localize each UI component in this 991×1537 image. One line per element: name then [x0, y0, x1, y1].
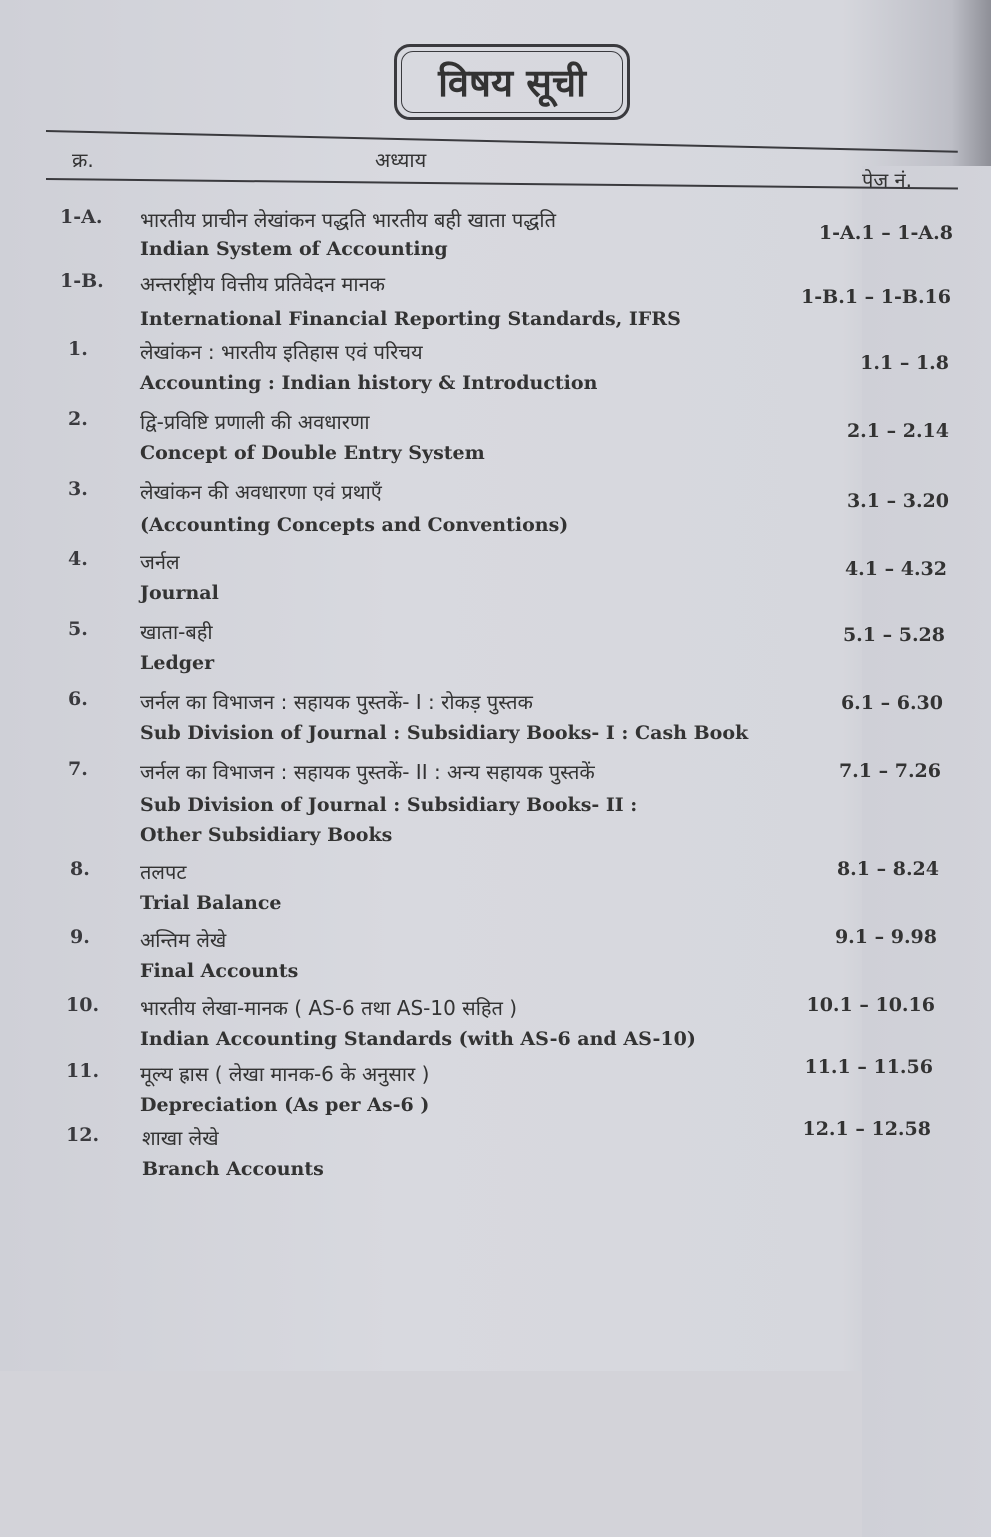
entry-title-english: Final Accounts — [140, 960, 299, 982]
entry-page-range: 3.1 – 3.20 — [846, 490, 949, 512]
entry-title-hindi: जर्नल — [140, 550, 180, 574]
header-bottom-rule — [46, 178, 958, 190]
entry-title-hindi: अन्तर्राष्ट्रीय वित्तीय प्रतिवेदन मानक — [140, 272, 386, 296]
entry-title-hindi: अन्तिम लेखे — [140, 928, 227, 952]
entry-title-english: Sub Division of Journal : Subsidiary Books- II : — [140, 794, 638, 816]
entry-number: 9. — [70, 926, 90, 948]
entry-number: 8. — [70, 858, 90, 880]
entry-number: 11. — [66, 1060, 100, 1082]
entry-page-range: 8.1 – 8.24 — [836, 858, 939, 880]
entry-page-range: 5.1 – 5.28 — [842, 624, 945, 646]
entry-number: 7. — [68, 758, 88, 780]
entry-title-hindi: जर्नल का विभाजन : सहायक पुस्तकें- II : अन्य सहायक पुस्तकें — [140, 760, 595, 784]
entry-page-range: 11.1 – 11.56 — [804, 1056, 933, 1078]
page-title: विषय सूची — [438, 61, 586, 105]
entry-page-range: 7.1 – 7.26 — [838, 760, 941, 782]
entry-title-english: Trial Balance — [140, 892, 282, 914]
entry-title-english-continued: Other Subsidiary Books — [140, 824, 393, 846]
entry-title-hindi: भारतीय लेखा-मानक ( AS-6 तथा AS-10 सहित ) — [140, 996, 518, 1020]
entry-number: 1-B. — [60, 270, 104, 292]
entry-number: 2. — [68, 408, 88, 430]
entry-page-range: 1.1 – 1.8 — [860, 352, 949, 374]
page-header: पेज नं. — [862, 166, 991, 1537]
entry-number: 5. — [68, 618, 88, 640]
entry-number: 10. — [66, 994, 100, 1016]
entry-title-english: International Financial Reporting Standards, IFRS — [140, 308, 681, 330]
entry-number: 4. — [68, 548, 88, 570]
entry-number: 6. — [68, 688, 88, 710]
entry-title-hindi: जर्नल का विभाजन : सहायक पुस्तकें- I : रोकड़ पुस्तक — [140, 690, 533, 714]
entry-title-english: Indian System of Accounting — [140, 238, 448, 260]
entry-number: 3. — [68, 478, 88, 500]
entry-page-range: 9.1 – 9.98 — [834, 926, 937, 948]
entry-title-hindi: द्वि-प्रविष्टि प्रणाली की अवधारणा — [140, 410, 370, 434]
entry-number: 12. — [66, 1124, 100, 1146]
entry-page-range: 12.1 – 12.58 — [802, 1118, 931, 1140]
serial-header: क्र. — [72, 148, 94, 172]
entry-title-hindi: भारतीय प्राचीन लेखांकन पद्धति भारतीय बही खाता पद्धति — [140, 208, 556, 232]
entry-title-hindi: लेखांकन की अवधारणा एवं प्रथाएँ — [140, 480, 382, 504]
entry-title-hindi: लेखांकन : भारतीय इतिहास एवं परिचय — [140, 340, 423, 364]
entry-title-english: Concept of Double Entry System — [140, 442, 485, 464]
entry-page-range: 2.1 – 2.14 — [846, 420, 949, 442]
entry-number: 1-A. — [60, 206, 103, 228]
entry-title-hindi: शाखा लेखे — [142, 1126, 219, 1150]
entry-title-english: Depreciation (As per As-6 ) — [140, 1094, 430, 1116]
header-top-rule — [46, 130, 958, 153]
entry-title-english: Indian Accounting Standards (with AS-6 and AS-10) — [140, 1028, 696, 1050]
entry-title-english: Branch Accounts — [142, 1158, 324, 1180]
entry-title-english: Sub Division of Journal : Subsidiary Books- I : Cash Book — [140, 722, 749, 744]
entry-number: 1. — [68, 338, 88, 360]
entry-page-range: 10.1 – 10.16 — [806, 994, 935, 1016]
entry-title-english: Accounting : Indian history & Introduction — [140, 372, 598, 394]
entry-title-english: Ledger — [140, 652, 215, 674]
entry-page-range: 1-B.1 – 1-B.16 — [801, 286, 951, 308]
entry-title-english: (Accounting Concepts and Conventions) — [140, 514, 569, 536]
entry-title-hindi: मूल्य ह्रास ( लेखा मानक-6 के अनुसार ) — [140, 1062, 430, 1086]
entry-page-range: 6.1 – 6.30 — [840, 692, 943, 714]
title-frame — [394, 44, 630, 120]
entry-page-range: 4.1 – 4.32 — [844, 558, 947, 580]
entry-title-hindi: खाता-बही — [140, 620, 213, 644]
entry-title-hindi: तलपट — [140, 860, 187, 884]
chapter-header: अध्याय — [375, 148, 427, 172]
entry-title-english: Journal — [140, 582, 219, 604]
entry-page-range: 1-A.1 – 1-A.8 — [818, 222, 953, 244]
